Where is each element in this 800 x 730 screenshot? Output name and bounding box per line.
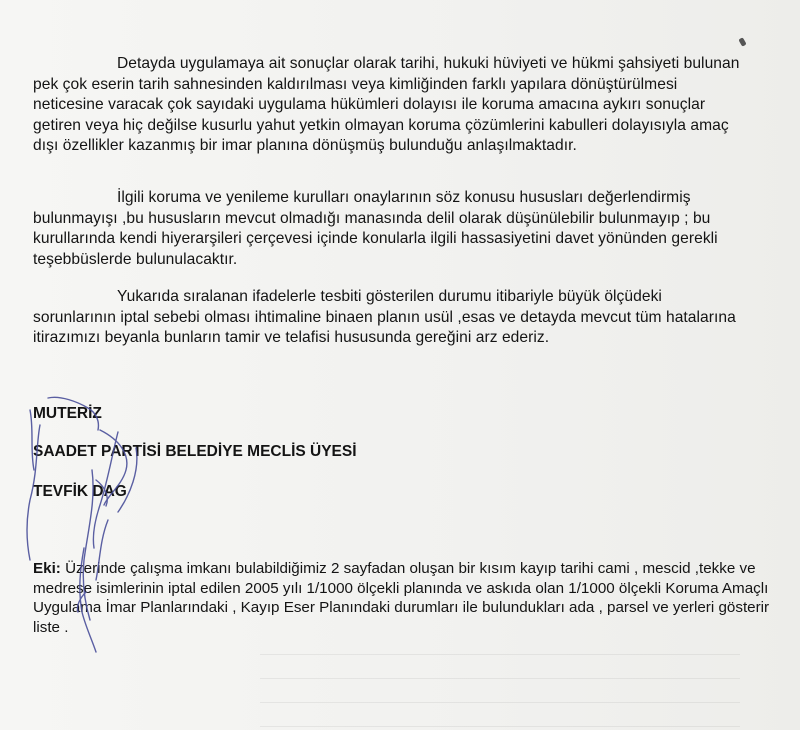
annex-note (33, 559, 778, 637)
paragraph-3 (33, 287, 748, 349)
signatory-name: TEVFİK DAG (33, 483, 127, 500)
paragraph-2-text: İlgili koruma ve yenileme kurulları onaylarının söz konusu hususları değerlendirmiş bulunmayışı ,bu hususların mevcut olmadığı manasında delil olarak düşünülebilir bulunmayıp ; bu kurullarında kendi hiyerarşileri çerçevesi içinde konularla ilgili hassasiyetini davet yönünden gerekli teşebbüslerde bulunulacaktır. (33, 189, 718, 268)
paragraph-2 (33, 188, 748, 270)
paragraph-1-text: Detayda uygulamaya ait sonuçlar olarak tarihi, hukuki hüviyeti ve hükmi şahsiyeti bulunan pek çok eserin tarih sahnesinden kaldırılması veya kimliğinden farklı yapılara dönüştürülmesi neticesine varacak çok sayıdaki uygulama hükümleri dolayısı ile koruma amacına aykırı sonuçlar getiren veya hiç değilse kusurlu yahut yetkin olmayan koruma çözümlerini kabulleri dolayısıyla amaç dışı özellikler kazanmış bir imar planına dönüşmüş bulunduğu anlaşılmaktadır. (33, 55, 740, 155)
paragraph-1 (33, 54, 748, 157)
signature-title: MUTERİZ (33, 405, 102, 422)
bleed-through-text (260, 640, 740, 730)
paragraph-3-text: Yukarıda sıralanan ifadelerle tesbiti gösterilen durumu itibariyle büyük ölçüdeki sorunlarının iptal sebebi olması ihtimaline binaen planın usül ,esas ve detayda mevcut tüm hatalarına itirazımızı beyanla bunların tamir ve telafisi hususunda gereğini arz ederiz. (33, 288, 736, 347)
annex-text: Üzerinde çalışma imkanı bulabildiğimiz 2 sayfadan oluşan bir kısım kayıp tarihi cami , mescid ,tekke ve medrese isimlerinin iptal edilen 2005 yılı 1/1000 ölçekli planında ve askıda olan 1/1000 ölçekli Koruma Amaçlı Uygulama İmar Planlarındaki , Kayıp Eser Planındaki durumları ile bulundukları ada , parsel ve yerleri gösterir liste . (33, 560, 770, 636)
annex-label: Eki: (33, 560, 61, 577)
signatory-affiliation: SAADET PARTİSİ BELEDİYE MECLİS ÜYESİ (33, 443, 357, 460)
paper-speck (738, 37, 746, 46)
